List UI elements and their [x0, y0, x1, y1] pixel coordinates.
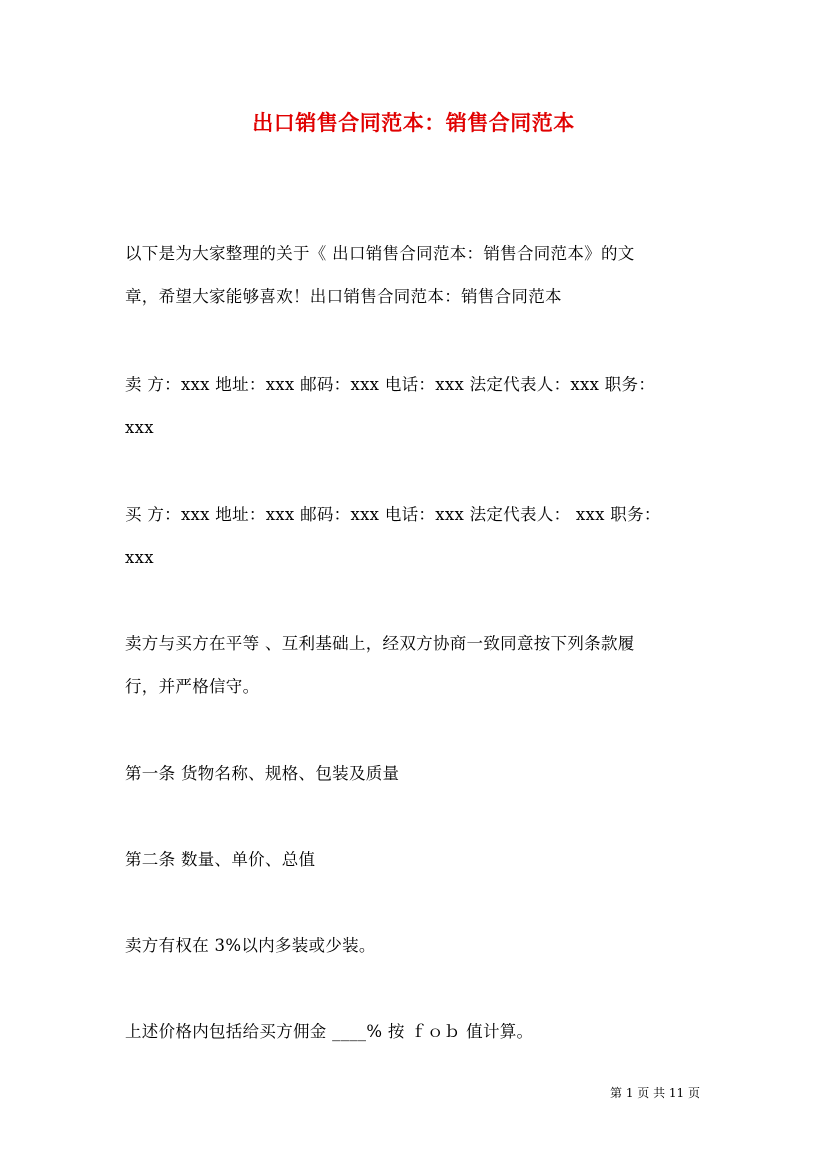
article-1-heading: 第一条 货物名称、规格、包装及质量	[125, 764, 400, 783]
seller-line-1: 卖 方：xxx 地址：xxx 邮码：xxx 电话：xxx 法定代表人：xxx 职务：	[125, 375, 656, 394]
terms-paragraph	[125, 622, 705, 708]
document-title: 出口销售合同范本：销售合同范本	[252, 110, 575, 135]
buyer-line-1: 买 方：xxx 地址：xxx 邮码：xxx 电话：xxx 法定代表人： xxx 职务：	[125, 505, 661, 524]
terms-line-1: 卖方与买方在平等 、互利基础上，经双方协商一致同意按下列条款履	[125, 634, 635, 653]
buyer-line-2: xxx	[125, 548, 154, 567]
intro-line-2: 章，希望大家能够喜欢！出口销售合同范本：销售合同范本	[125, 287, 562, 306]
seller-right-paragraph: 卖方有权在 3%以内多装或少装。	[125, 936, 376, 955]
commission-paragraph: 上述价格内包括给买方佣金 ____% 按 ｆｏｂ 值计算。	[125, 1022, 534, 1041]
seller-line-2: xxx	[125, 418, 154, 437]
intro-line-1: 以下是为大家整理的关于《 出口销售合同范本：销售合同范本》的文	[125, 244, 635, 263]
terms-line-2: 行，并严格信守。	[125, 677, 260, 696]
seller-info-paragraph	[125, 363, 705, 449]
intro-paragraph	[125, 232, 705, 318]
page-number-footer: 第 1 页 共 11 页	[610, 1086, 700, 1100]
article-2-heading: 第二条 数量、单价、总值	[125, 850, 316, 869]
buyer-info-paragraph	[125, 493, 705, 579]
